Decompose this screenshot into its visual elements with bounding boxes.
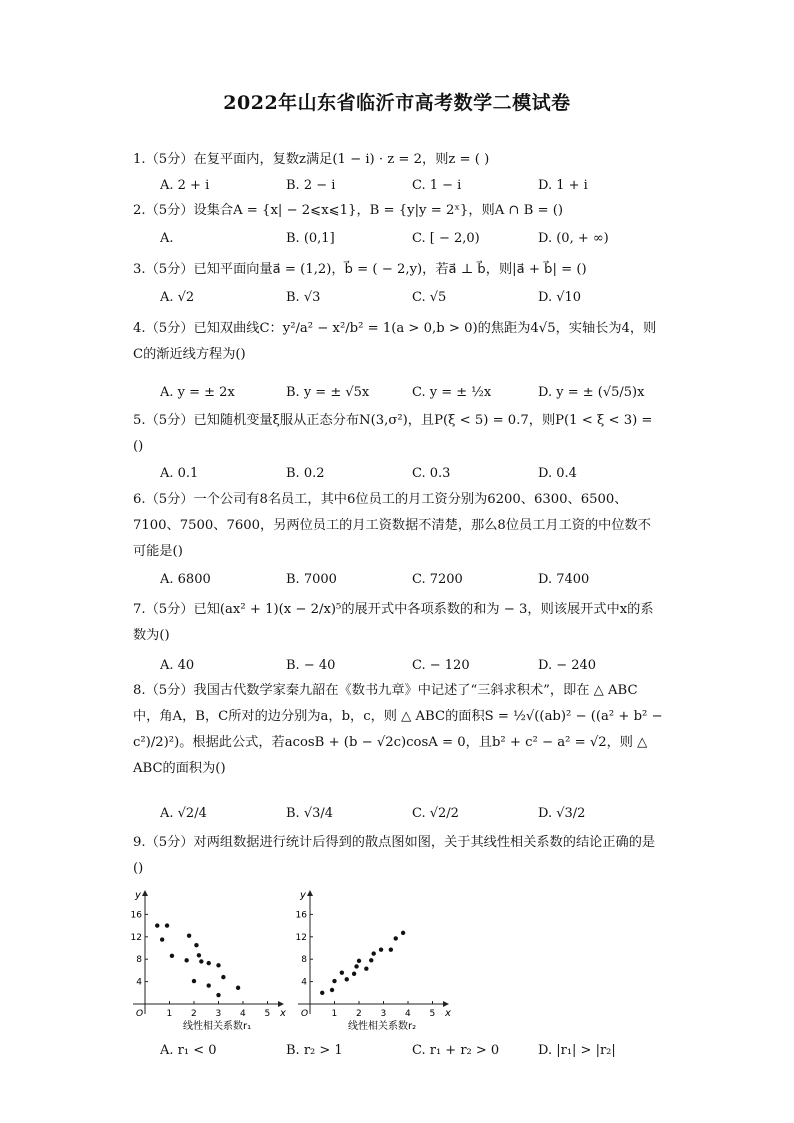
x-axis-label: x	[280, 1008, 286, 1019]
scatter-point	[345, 977, 349, 981]
question-5-option-d[interactable]: D. 0.4	[538, 466, 577, 481]
scatter-point	[160, 937, 164, 941]
x-axis-label: x	[445, 1008, 451, 1019]
question-3-options	[160, 290, 660, 310]
origin-label: O	[136, 1009, 144, 1019]
question-8-stem: 8.（5分）我国古代数学家秦九韶在《数书九章》中记述了“三斜求积术”，即在 △ ABC中，角A，B，C所对的边分别为a，b，c，则 △ ABC的面积S = ½√((ab)² − ((a² + b² − c²)/2)²)。根据此公式，若acosB + (b − √2c)cosA = 0，且b² + c² − a² = √2，则 △ ABC的面积为()	[133, 683, 663, 776]
scatter-point	[401, 931, 405, 935]
question-1-option-b[interactable]: B. 2 − i	[286, 178, 336, 193]
x-tick-label: 4	[240, 1009, 246, 1019]
question-4-option-c[interactable]: C. y = ± ½x	[412, 385, 492, 400]
scatter-point	[330, 988, 334, 992]
question-3-option-a[interactable]: A. √2	[160, 290, 195, 305]
question-7-option-a[interactable]: A. 40	[160, 658, 195, 673]
question-9-option-c[interactable]: C. r₁ + r₂ > 0	[412, 1043, 500, 1058]
scatter-point	[170, 954, 174, 958]
chart-caption: 线性相关系数r₂	[348, 1021, 417, 1032]
question-9-option-b[interactable]: B. r₂ > 1	[286, 1043, 343, 1058]
scatter-point	[187, 933, 191, 937]
scatter-point	[155, 923, 159, 927]
question-5-option-b[interactable]: B. 0.2	[286, 466, 325, 481]
scatter-point	[364, 967, 368, 971]
question-3-option-d[interactable]: D. √10	[538, 290, 582, 305]
question-9-options	[160, 1043, 660, 1063]
page-title: 2022年山东省临沂市高考数学二模试卷	[223, 92, 571, 114]
scatter-chart-r1	[128, 886, 293, 1036]
y-axis-label: y	[135, 890, 141, 901]
question-3-option-c[interactable]: C. √5	[412, 290, 447, 305]
question-1-option-c[interactable]: C. 1 − i	[412, 178, 462, 193]
question-4-options	[160, 385, 660, 405]
question-2-options	[160, 231, 660, 251]
question-6-option-d[interactable]: D. 7400	[538, 572, 590, 587]
question-5-options	[160, 466, 660, 486]
x-tick-label: 5	[264, 1009, 271, 1019]
y-tick-label: 16	[130, 910, 142, 921]
x-axis-arrow	[278, 1001, 284, 1007]
scatter-point	[221, 975, 225, 979]
scatter-point	[320, 991, 324, 995]
scatter-point	[165, 923, 169, 927]
question-8-option-a[interactable]: A. √2/4	[160, 806, 207, 821]
question-5-stem: 5.（5分）已知随机变量ξ服从正态分布N(3,σ²)，且P(ξ < 5) = 0.7，则P(1 < ξ < 3) = ()	[133, 413, 653, 454]
question-5-option-c[interactable]: C. 0.3	[412, 466, 451, 481]
question-9-option-d[interactable]: D. |r₁| > |r₂|	[538, 1043, 616, 1058]
scatter-point	[194, 943, 198, 947]
scatter-point	[332, 979, 336, 983]
question-2-stem: 2.（5分）设集合A = {x| − 2⩽x⩽1}，B = {y|y = 2ˣ}，则A ∩ B = ()	[133, 203, 564, 218]
scatter-point	[340, 970, 344, 974]
y-axis-arrow	[307, 890, 313, 896]
question-4-stem: 4.（5分）已知双曲线C：y²/a² − x²/b² = 1(a > 0,b > 0)的焦距为4√5，实轴长为4，则C的渐近线方程为()	[133, 321, 657, 362]
question-1-stem: 1.（5分）在复平面内，复数z满足(1 − i) · z = 2，则z = ( )	[133, 152, 490, 167]
scatter-point	[352, 972, 356, 976]
chart-caption: 线性相关系数r₁	[183, 1021, 252, 1032]
y-tick-label: 12	[130, 932, 142, 943]
question-7-option-c[interactable]: C. − 120	[412, 658, 470, 673]
scatter-point	[394, 936, 398, 940]
scatter-point	[207, 961, 211, 965]
question-6-options	[160, 572, 660, 592]
question-7-stem: 7.（5分）已知(ax² + 1)(x − 2/x)⁵的展开式中各项系数的和为 − 3，则该展开式中x的系数为()	[133, 602, 654, 643]
x-tick-label: 1	[166, 1009, 173, 1019]
question-8-option-b[interactable]: B. √3/4	[286, 806, 334, 821]
question-4-option-b[interactable]: B. y = ± √5x	[286, 385, 370, 400]
scatter-point	[354, 964, 358, 968]
question-3-option-b[interactable]: B. √3	[286, 290, 321, 305]
scatter-point	[357, 959, 361, 963]
question-8-options	[160, 806, 660, 826]
x-tick-label: 2	[356, 1009, 362, 1019]
question-5-option-a[interactable]: A. 0.1	[160, 466, 199, 481]
scatter-point	[389, 947, 393, 951]
origin-label: O	[301, 1009, 309, 1019]
y-tick-label: 8	[136, 955, 142, 966]
x-tick-label: 5	[429, 1009, 436, 1019]
scatter-point	[207, 983, 211, 987]
y-axis-label: y	[300, 890, 306, 901]
question-6-option-a[interactable]: A. 6800	[160, 572, 211, 587]
y-tick-label: 4	[301, 977, 307, 988]
question-9-stem: 9.（5分）对两组数据进行统计后得到的散点图如图，关于其线性相关系数的结论正确的是()	[133, 835, 656, 876]
x-tick-label: 3	[380, 1009, 387, 1019]
scatter-plot-r1-svg	[128, 886, 293, 1036]
question-2-option-c[interactable]: C. [ − 2,0)	[412, 231, 480, 246]
question-8-option-d[interactable]: D. √3/2	[538, 806, 586, 821]
question-7-option-b[interactable]: B. − 40	[286, 658, 336, 673]
x-tick-label: 2	[191, 1009, 197, 1019]
question-7-options	[160, 658, 660, 678]
scatter-point	[184, 958, 188, 962]
question-1-option-a[interactable]: A. 2 + i	[160, 178, 210, 193]
question-1-option-d[interactable]: D. 1 + i	[538, 178, 588, 193]
scatter-point	[216, 993, 220, 997]
question-9-option-a[interactable]: A. r₁ < 0	[160, 1043, 217, 1058]
question-8-option-c[interactable]: C. √2/2	[412, 806, 459, 821]
question-2-option-a[interactable]: A.	[160, 231, 174, 246]
scatter-point	[236, 986, 240, 990]
question-3-stem: 3.（5分）已知平面向量a⃗ = (1,2)，b⃗ = ( − 2,y)，若a⃗ ⊥ b⃗，则|a⃗ + b⃗| = ()	[133, 262, 587, 277]
question-6-stem: 6.（5分）一个公司有8名员工，其中6位员工的月工资分别为6200、6300、6500、7100、7500、7600，另两位员工的月工资数据不清楚，那么8位员工月工资的中位数不可能是()	[133, 492, 651, 559]
question-6-option-c[interactable]: C. 7200	[412, 572, 463, 587]
scatter-point	[379, 947, 383, 951]
x-axis-arrow	[443, 1001, 449, 1007]
scatter-point	[369, 958, 373, 962]
y-tick-label: 12	[295, 932, 307, 943]
scatter-point	[197, 953, 201, 957]
question-4-option-a[interactable]: A. y = ± 2x	[160, 385, 235, 400]
x-tick-label: 4	[405, 1009, 411, 1019]
question-6-option-b[interactable]: B. 7000	[286, 572, 337, 587]
question-7-option-d[interactable]: D. − 240	[538, 658, 597, 673]
y-tick-label: 4	[136, 977, 142, 988]
scatter-plot-r2-svg	[293, 886, 463, 1036]
question-2-option-b[interactable]: B. (0,1]	[286, 231, 335, 246]
question-2-option-d[interactable]: D. (0, + ∞)	[538, 231, 609, 246]
question-1-options	[160, 178, 660, 198]
x-tick-label: 3	[215, 1009, 222, 1019]
question-4-option-d[interactable]: D. y = ± (√5/5)x	[538, 385, 645, 400]
x-tick-label: 1	[331, 1009, 338, 1019]
scatter-chart-r2	[293, 886, 463, 1036]
y-tick-label: 8	[301, 955, 307, 966]
scatter-point	[192, 979, 196, 983]
scatter-point	[372, 951, 376, 955]
y-axis-arrow	[142, 890, 148, 896]
scatter-point	[216, 963, 220, 967]
scatter-point	[199, 959, 203, 963]
y-tick-label: 16	[295, 910, 307, 921]
